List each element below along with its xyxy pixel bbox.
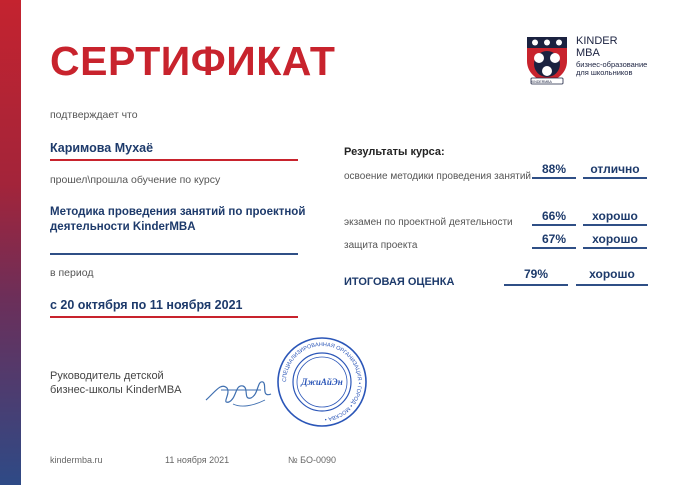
signer-title-line-2: бизнес-школы KinderMBA <box>50 384 182 396</box>
crest-ribbon-text: KINDERMBA <box>531 80 552 84</box>
certificate-title: СЕРТИФИКАТ <box>50 38 336 84</box>
period-underline <box>50 316 298 318</box>
signer-title-line-1: Руководитель детской <box>50 370 164 382</box>
confirms-label: подтверждает что <box>50 109 138 121</box>
grade-underline <box>583 224 647 226</box>
result-label-exam: экзамен по проектной деятельности <box>344 217 513 228</box>
final-percent-underline <box>504 284 568 286</box>
result-percent-methodology: 88% <box>541 162 567 176</box>
result-grade-methodology: отлично <box>590 162 640 176</box>
final-percent: 79% <box>523 267 549 281</box>
footer-number: № БО-0090 <box>288 455 336 465</box>
logo-tagline-1: бизнес-образование <box>576 60 648 69</box>
result-percent-project: 67% <box>541 232 567 246</box>
grade-underline <box>583 247 647 249</box>
result-label-project: защита проекта <box>344 240 418 251</box>
footer-site: kindermba.ru <box>50 455 103 465</box>
final-grade-label: ИТОГОВАЯ ОЦЕНКА <box>344 276 455 288</box>
percent-underline <box>532 177 576 179</box>
footer-date: 11 ноября 2021 <box>165 455 230 465</box>
results-heading: Результаты курса: <box>344 146 445 158</box>
side-gradient-stripe <box>0 0 21 485</box>
name-underline <box>50 159 298 161</box>
result-grade-exam: хорошо <box>592 209 638 223</box>
period-label: в период <box>50 267 94 279</box>
logo-kinder: KINDER <box>576 35 618 47</box>
result-grade-project: хорошо <box>592 232 638 246</box>
stamp-center-text: ДжиАйЭн <box>301 377 343 387</box>
final-grade-underline <box>576 284 648 286</box>
stamp-ring-text: СПЕЦИАЛИЗИРОВАННАЯ ОРГАНИЗАЦИЯ • ГОРОД • МОСКВА • <box>281 341 363 422</box>
course-title-line-1: Методика проведения занятий по проектной <box>50 206 306 218</box>
result-percent-exam: 66% <box>541 209 567 223</box>
result-label-methodology: освоение методики проведения занятий <box>344 171 532 182</box>
percent-underline <box>532 247 576 249</box>
completed-label: прошел\прошла обучение по курсу <box>50 174 221 186</box>
logo-tagline-2: для школьников <box>576 68 633 77</box>
signature-icon <box>203 370 275 414</box>
percent-underline <box>532 224 576 226</box>
stamp-icon <box>276 336 368 428</box>
course-underline <box>50 253 298 255</box>
course-title-line-2: деятельности KinderMBA <box>50 221 196 233</box>
course-period: с 20 октября по 11 ноября 2021 <box>50 298 243 312</box>
logo-mba: MBA <box>576 47 600 59</box>
student-name: Каримова Мухаё <box>50 141 154 155</box>
grade-underline <box>583 177 647 179</box>
final-grade: хорошо <box>589 267 635 281</box>
